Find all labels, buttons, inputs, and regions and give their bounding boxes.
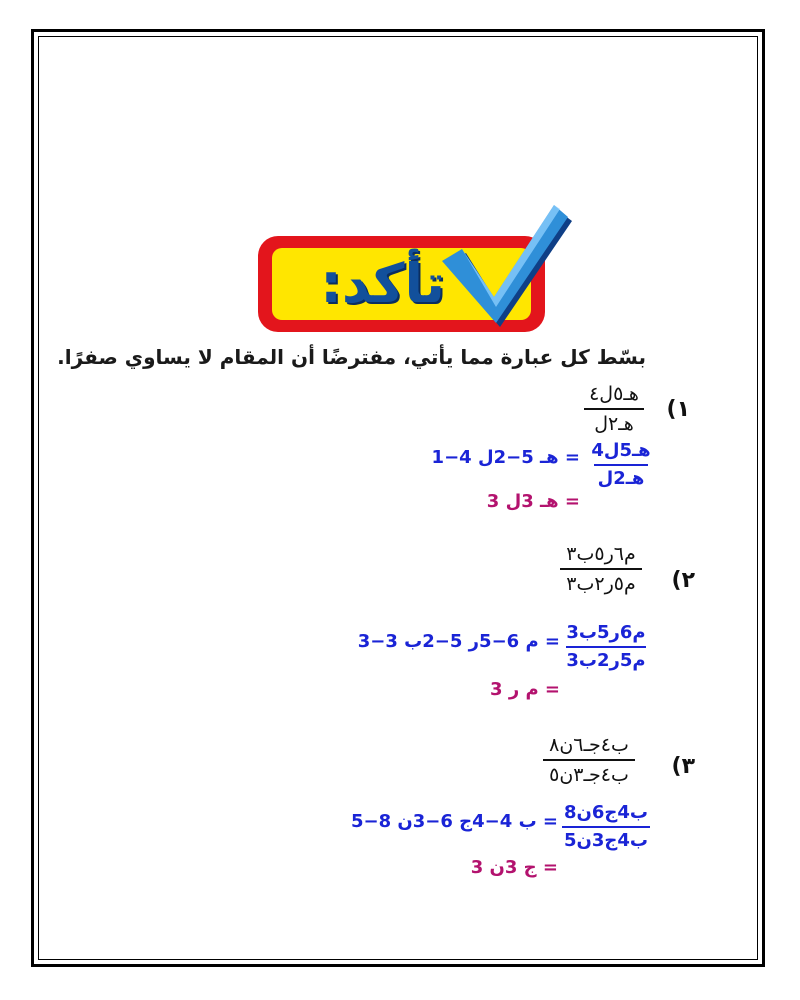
exercise-1-step-result: = هـ 5−2ل 4−1 (431, 447, 580, 468)
exercise-1-step-denominator: هـ2ل (597, 468, 645, 489)
checkmark-icon (438, 203, 578, 333)
exercise-2-final-answer: = م ر 3 (490, 679, 560, 700)
exercise-2-given-fraction (560, 542, 642, 596)
exercise-2-step-fraction (566, 622, 646, 672)
fraction-bar (562, 826, 650, 828)
fraction-bar (584, 408, 644, 410)
exercise-1-given-numerator: هـ٥ل٤ (589, 383, 639, 405)
exercise-2-step-numerator: م6ر5ب3 (566, 622, 646, 643)
exercise-1-step-numerator: هـ5ل4 (591, 440, 651, 461)
exercise-3-step-result: = ب 4−4ج 6−3ن 8−5 (350, 811, 558, 832)
exercise-3-given-fraction (543, 733, 635, 787)
exercise-1-step-fraction (591, 440, 651, 490)
fraction-bar (560, 568, 642, 570)
exercise-3-step-denominator: ب4ج3ن5 (563, 830, 649, 851)
banner-title: تأكد: (320, 252, 445, 315)
exercise-3-given-denominator: ب٤جـ٣ن٥ (549, 764, 629, 786)
exercise-3-step-numerator: ب4ج6ن8 (563, 802, 649, 823)
fraction-bar (594, 464, 648, 466)
fraction-bar (543, 759, 635, 761)
exercise-2-given-denominator: م٥ر٢ب٣ (566, 573, 636, 595)
exercise-1-given-fraction (584, 382, 644, 436)
exercise-3-final-answer: = ج 3ن 3 (470, 857, 558, 878)
exercise-2-step-denominator: م5ر2ب3 (566, 650, 646, 671)
fraction-bar (566, 646, 646, 648)
exercise-2-given-numerator: م٦ر٥ب٣ (566, 543, 636, 565)
exercise-2-step-result: = م 6−5ر 5−2ب 3−3 (357, 631, 560, 652)
exercise-2-number: ٢) (671, 568, 695, 593)
exercise-1-final-answer: = هـ 3ل 3 (486, 491, 580, 512)
exercise-3-given-numerator: ب٤جـ٦ن٨ (549, 734, 629, 756)
exercise-3-step-fraction (562, 802, 650, 852)
exercise-1-given-denominator: هـ٢ل (594, 413, 634, 435)
instruction-text: بسّط كل عبارة مما يأتي، مفترضًا أن المقام لا يساوي صفرًا. (57, 345, 646, 369)
exercise-1-number: ١) (666, 397, 690, 422)
exercise-3-number: ٣) (671, 754, 695, 779)
